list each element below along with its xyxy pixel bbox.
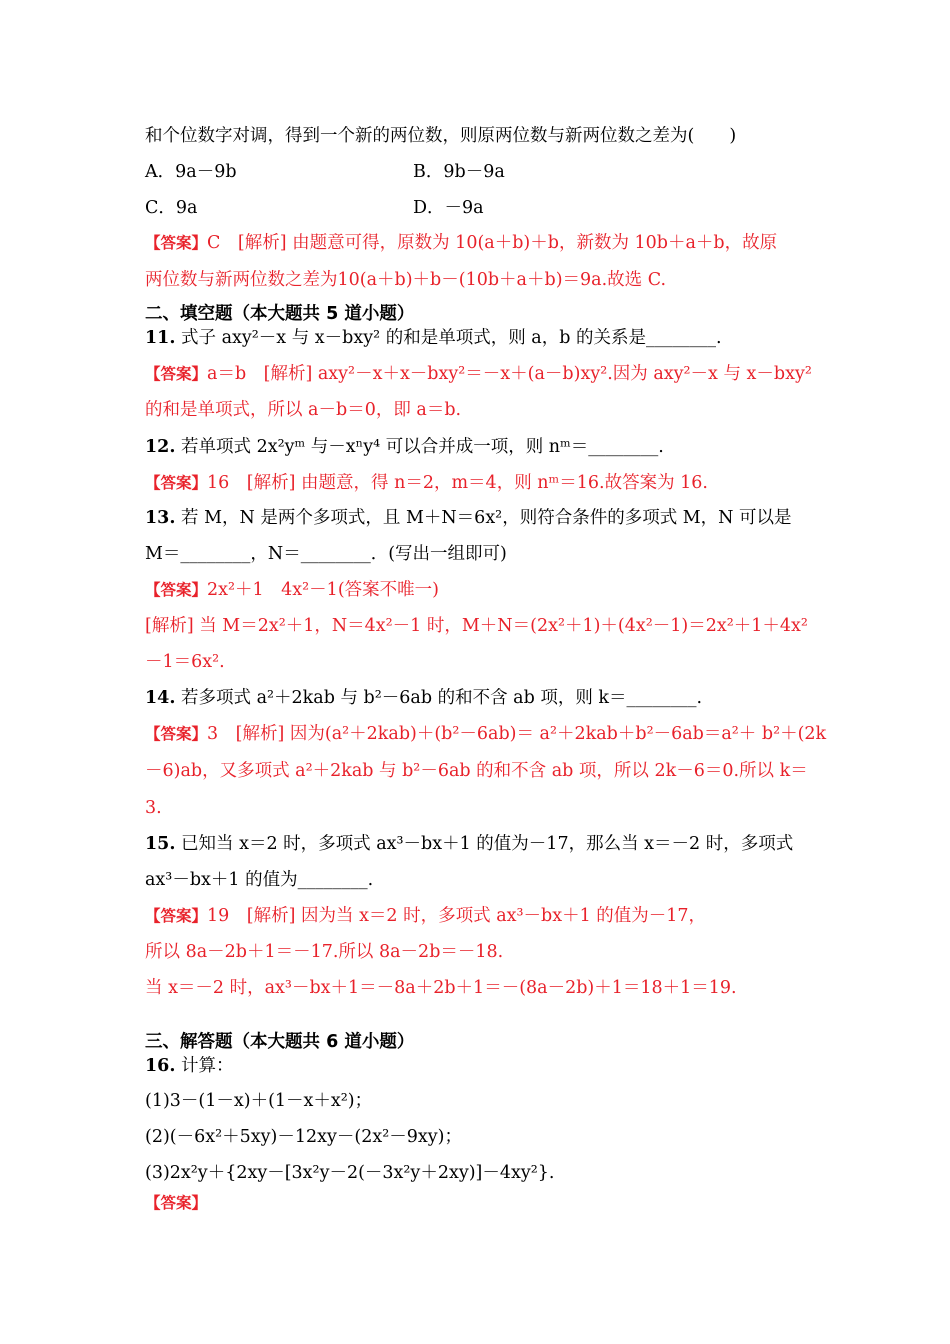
q16-text	[145, 1054, 234, 1078]
q12-text	[145, 435, 664, 459]
answer-tag: 【答案】	[145, 234, 208, 252]
q15-answer-end: 当 x＝－2 时，ax³－bx＋1＝－8a＋2b＋1＝－(8a－2b)＋1＝18＋1＝19.	[145, 978, 737, 998]
answer-tag: 【答案】	[145, 1194, 208, 1212]
option-b: B．9b－9a	[413, 162, 505, 182]
q13-text	[145, 506, 792, 530]
q15-answer-cont: 所以 8a－2b＋1＝－17.所以 8a－2b＝－18.	[145, 942, 504, 962]
q11-body: 式子 axy²－x 与 x－bxy² 的和是单项式，则 a，b 的关系是________.	[181, 328, 722, 348]
answer-tag: 【答案】	[145, 581, 208, 599]
q15-number: 15.	[145, 834, 176, 854]
q14-answer-end: 3.	[145, 798, 162, 818]
q16-part2: (2)(－6x²＋5xy)－12xy－(2x²－9xy)；	[145, 1127, 462, 1147]
q13-answer	[145, 578, 439, 602]
q14-number: 14.	[145, 688, 176, 708]
q15-text	[145, 832, 793, 856]
q12-body: 若单项式 2x²yᵐ 与－xⁿy⁴ 可以合并成一项，则 nᵐ＝________.	[181, 437, 664, 457]
section-solve-heading: 三、解答题（本大题共 6 道小题）	[145, 1032, 415, 1052]
q16-part3: (3)2x²y＋{2xy－[3x²y－2(－3x²y＋2xy)]－4xy²}.	[145, 1163, 555, 1183]
answer-tag: 【答案】	[145, 365, 208, 383]
q16-number: 16.	[145, 1056, 176, 1076]
q11-answer-text: a＝b [解析] axy²－x＋x－bxy²＝－x＋(a－b)xy².因为 axy²－x 与 x－bxy²	[207, 364, 812, 384]
q11-answer-cont: 的和是单项式，所以 a－b＝0，即 a＝b.	[145, 400, 462, 420]
answer-tag: 【答案】	[145, 907, 208, 925]
option-c: C．9a	[145, 198, 198, 218]
answer-tag: 【答案】	[145, 474, 208, 492]
answer-tag: 【答案】	[145, 725, 208, 743]
q13-analysis-cont: －1＝6x².	[145, 652, 225, 672]
q13-number: 13.	[145, 508, 176, 528]
q12-number: 12.	[145, 437, 176, 457]
q14-answer-text: 3 [解析] 因为(a²＋2kab)＋(b²－6ab)＝ a²＋2kab＋b²－6ab＝a²＋ b²＋(2k	[207, 724, 827, 744]
q15-answer	[145, 904, 706, 928]
q10-text-cont: 和个位数字对调，得到一个新的两位数，则原两位数与新两位数之差为( )	[145, 126, 737, 146]
option-d: D．－9a	[413, 198, 484, 218]
q14-answer	[145, 722, 826, 746]
q11-number: 11.	[145, 328, 176, 348]
q16-body: 计算：	[181, 1056, 234, 1076]
q10-answer-cont: 两位数与新两位数之差为10(a＋b)＋b－(10b＋a＋b)＝9a.故选 C.	[145, 270, 667, 290]
q13-text-cont: M＝________，N＝________．(写出一组即可)	[145, 544, 507, 564]
q16-part1: (1)3－(1－x)＋(1－x＋x²)；	[145, 1091, 373, 1111]
q11-text	[145, 326, 722, 350]
q15-body: 已知当 x＝2 时，多项式 ax³－bx＋1 的值为－17，那么当 x＝－2 时，多项式	[181, 834, 794, 854]
q11-answer	[145, 362, 812, 386]
q13-body: 若 M，N 是两个多项式，且 M＋N＝6x²，则符合条件的多项式 M，N 可以是	[181, 508, 792, 528]
q10-answer	[145, 231, 777, 255]
q15-text-cont: ax³－bx＋1 的值为________.	[145, 870, 374, 890]
section-fill-in-heading: 二、填空题（本大题共 5 道小题）	[145, 304, 415, 324]
q14-text	[145, 686, 702, 710]
q10-answer-text: C [解析] 由题意可得，原数为 10(a＋b)＋b，新数为 10b＋a＋b，故原	[207, 233, 778, 253]
q13-answer-text: 2x²＋1 4x²－1(答案不唯一)	[207, 580, 439, 600]
q12-answer	[145, 471, 708, 495]
q14-body: 若多项式 a²＋2kab 与 b²－6ab 的和不含 ab 项，则 k＝________.	[181, 688, 703, 708]
option-a: A．9a－9b	[145, 162, 237, 182]
q14-answer-cont: －6)ab，又多项式 a²＋2kab 与 b²－6ab 的和不含 ab 项，所以 2k－6＝0.所以 k＝	[145, 761, 808, 781]
q12-answer-text: 16 [解析] 由题意，得 n＝2，m＝4，则 nᵐ＝16.故答案为 16.	[207, 473, 708, 493]
q13-analysis: [解析] 当 M＝2x²＋1，N＝4x²－1 时，M＋N＝(2x²＋1)＋(4x²－1)＝2x²＋1＋4x²	[145, 616, 808, 636]
q15-answer-text: 19 [解析] 因为当 x＝2 时，多项式 ax³－bx＋1 的值为－17，	[207, 906, 707, 926]
q16-answer	[145, 1191, 207, 1215]
